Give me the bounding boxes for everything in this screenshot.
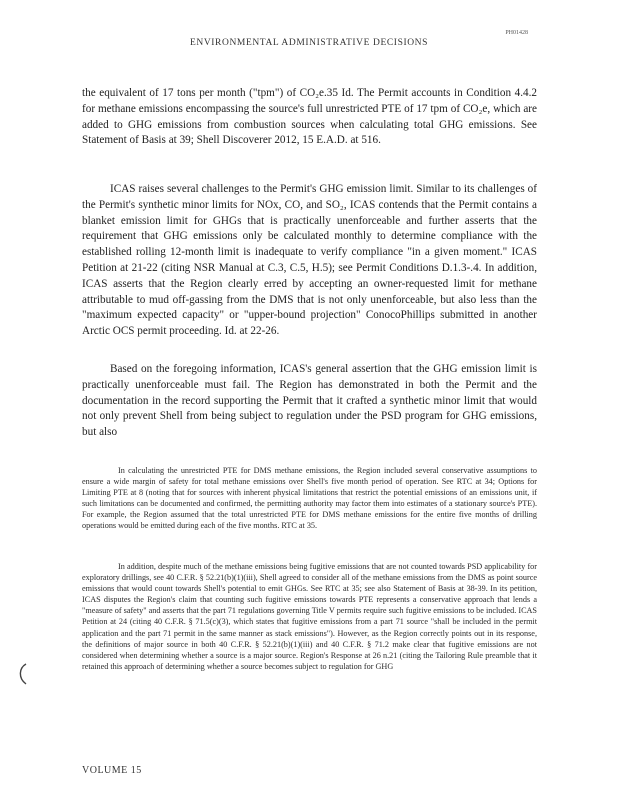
page-number: PH01428 <box>505 30 528 36</box>
body-paragraph: Based on the foregoing information, ICAS's general assertion that the GHG emission limit is practically unenforceable must fail. The Region has demonstrated in both the Permit and the documentation in the record supporting the Permit that it crafted a synthetic minor limit that would not only prevent Shell from being subject to regulation under the PSD program for GHG emissions, but also <box>82 363 537 439</box>
scan-artifact-icon <box>16 662 30 686</box>
footnote: In addition, despite much of the methane emissions being fugitive emissions that are not counted towards PSD applicability for exploratory drillings, see 40 C.F.R. § 52.21(b)(1)(iii), Shell agreed to consider all of the methane emissions from the DMS as point source emissions that would count towards Shell's potential to emit GHGs. See RTC at 35; see also Statement of Basis at 38-39. In its petition, ICAS disputes the Region's claim that counting such fugitive emissions towards PTE represents a conservative approach that lends a "measure of safety" and asserts that the part 71 regulations governing Title V permits require such fugitive emissions to be included. ICAS Petition at 24 (citing 40 C.F.R. § 71.5(c)(3), which states that fugitive emissions from a part 71 source "shall be included in the permit application and the part 71 permit in the same manner as stack emissions"). However, as the Region correctly points out in its response, the definitions of major source in both 40 C.F.R. § 52.21(b)(1)(iii) and 40 C.F.R. § 71.2 make clear that fugitive emissions are not considered when determining whether a source is a major source. Region's Response at 26 n.21 (citing the Tailoring Rule preamble that it retained this approach of determining whether a source becomes subject to regulation for GHG <box>82 562 537 671</box>
footnote: In calculating the unrestricted PTE for DMS methane emissions, the Region included several conservative assumptions to ensure a wide margin of safety for total methane emissions over Shell's five month period of operation. See RTC at 34; Options for Limiting PTE at 8 (noting that for sources with inherent physical limitations that restrict the potential emissions of an emissions unit, if such limitations can be documented and confirmed, the permitting authority may factor them into estimates of a stationary source's PTE). For example, the Region assumed that the total unrestricted PTE for DMS methane emissions for the entire five months of drilling operations would be emitted during each of the five months. RTC at 35. <box>82 466 537 531</box>
body-paragraph: ICAS raises several challenges to the Permit's GHG emission limit. Similar to its challenges of the Permit's synthetic minor limits for NOx, CO, and SO₂, ICAS contends that the Permit contains a blanket emission limit for GHGs that is practically unenforceable and further asserts that the requirement that GHG emissions only be calculated monthly to determine compliance with the established rolling 12-month limit is inadequate to verify compliance "in a given moment." ICAS Petition at 21-22 (citing NSR Manual at C.3, C.5, H.5); see Permit Conditions D.1.3-.4. In addition, ICAS asserts that the Region clearly erred by accepting an owner-requested limit for methane attributable to mud off-gassing from the DMS that is not only unenforceable, but also less than the "maximum expected capacity" or "upper-bound projection" ConocoPhillips submitted in another Arctic OCS permit proceeding. Id. at 22-26. <box>82 183 537 338</box>
volume-footer: VOLUME 15 <box>82 765 142 776</box>
running-head: ENVIRONMENTAL ADMINISTRATIVE DECISIONS <box>189 38 429 48</box>
body-paragraph: the equivalent of 17 tons per month ("tpm") of CO₂e.35 Id. The Permit accounts in Condition 4.4.2 for methane emissions encompassing the source's full unrestricted PTE of 17 tpm of CO₂e, which are added to GHG emissions from combustion sources when calculating total GHG emissions. See Statement of Basis at 39; Shell Discoverer 2012, 15 E.A.D. at 516. <box>82 87 537 147</box>
